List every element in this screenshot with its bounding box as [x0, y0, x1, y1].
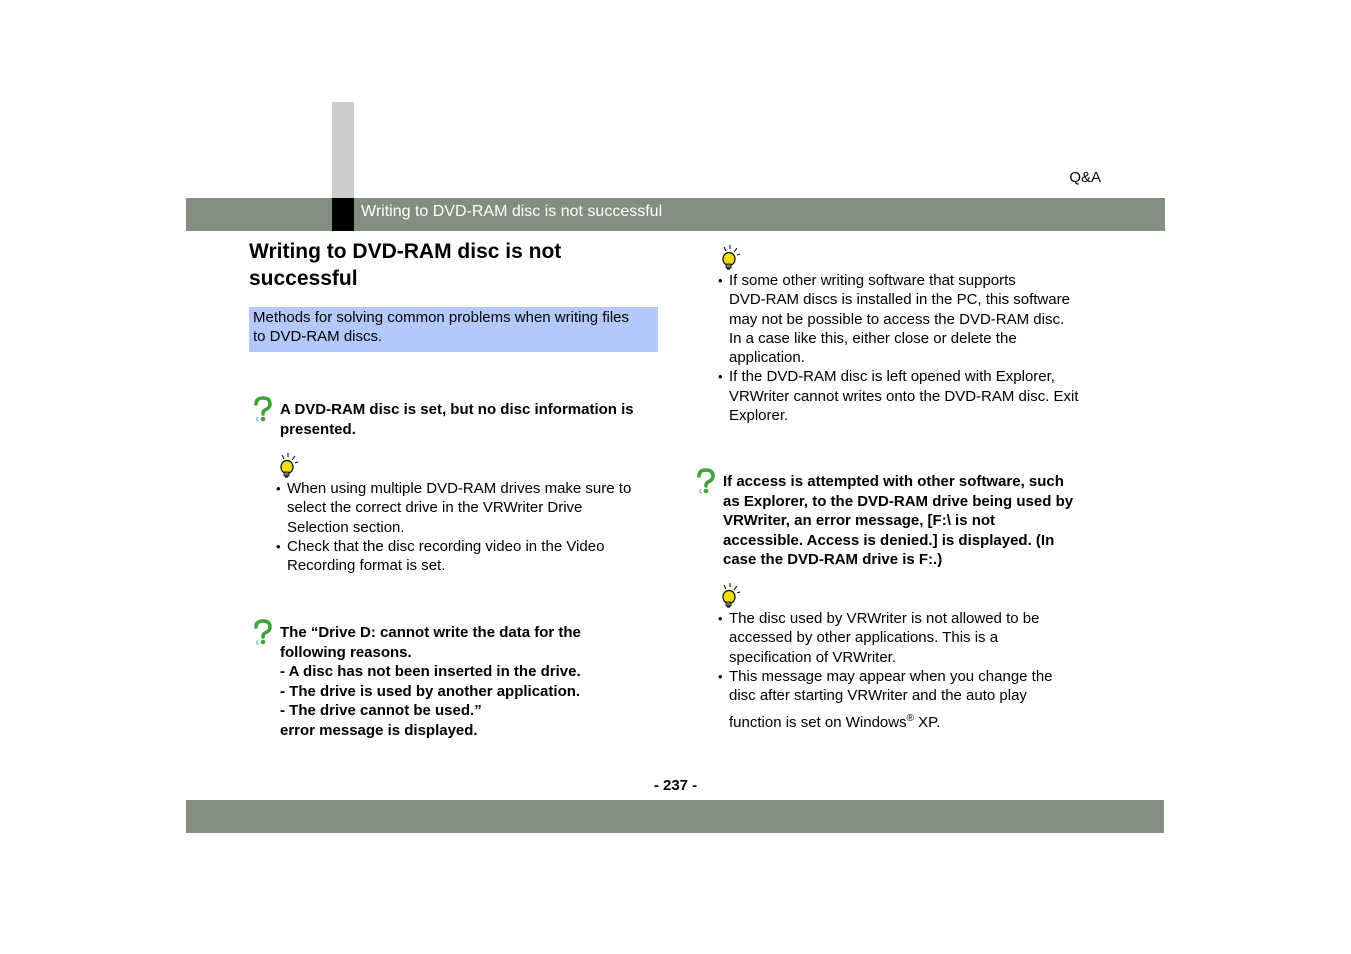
question-text: The “Drive D: cannot write the data for the following reasons. - A disc has not been inserted in the drive. - The drive is used by another application. - The drive cannot be used.” error message is displayed. — [280, 624, 581, 739]
question-text: If access is attempted with other software, such as Explorer, to the DVD-RAM drive being used by VRWriter, an error message, [F:\ is not accessible. Access is denied.] is displayed. (In case the DVD-RAM drive is F:.) — [723, 473, 1074, 568]
section-label: Q&A — [1069, 169, 1101, 186]
list-item: • The disc used by VRWriter is not allowed to be accessed by other applications. This is a specification of VRWriter. — [718, 609, 1053, 667]
answer-list — [276, 479, 631, 575]
list-item: • When using multiple DVD-RAM drives make sure to select the correct drive in the VRWriter Drive Selection section. — [276, 479, 631, 537]
answer-list — [718, 271, 1079, 425]
header-title: Writing to DVD-RAM disc is not successful — [361, 203, 663, 220]
question-text: A DVD-RAM disc is set, but no disc information is presented. — [280, 401, 634, 438]
question-mark-icon — [696, 468, 716, 494]
footer-bar — [186, 800, 1164, 833]
question-mark-icon — [253, 396, 273, 422]
answer-list — [718, 609, 1053, 733]
list-item: • If the DVD-RAM disc is left opened with Explorer, VRWriter cannot writes onto the DVD-RAM disc. Exit Explorer. — [718, 367, 1079, 425]
page-title-line: Writing to DVD-RAM disc is not — [249, 240, 562, 263]
header-tab-marker — [332, 198, 354, 231]
summary-box — [249, 307, 658, 352]
lightbulb-icon — [720, 583, 742, 609]
list-item: • If some other writing software that supports DVD-RAM discs is installed in the PC, this software may not be possible to access the DVD-RAM disc. In a case like this, either close or delete the application. — [718, 271, 1079, 367]
list-item: • This message may appear when you change the disc after starting VRWriter and the auto play function is set on Windows® XP. — [718, 667, 1053, 733]
summary-line: Methods for solving common problems when writing files — [253, 309, 629, 326]
page-title-line: successful — [249, 267, 358, 290]
page-title — [249, 238, 649, 292]
question-mark-icon — [253, 619, 273, 645]
lightbulb-icon — [720, 245, 742, 271]
chapter-tab — [332, 102, 354, 198]
page-number: - 237 - — [653, 777, 698, 794]
list-item: • Check that the disc recording video in the Video Recording format is set. — [276, 537, 631, 576]
summary-line: to DVD-RAM discs. — [253, 328, 383, 345]
lightbulb-icon — [278, 453, 300, 479]
